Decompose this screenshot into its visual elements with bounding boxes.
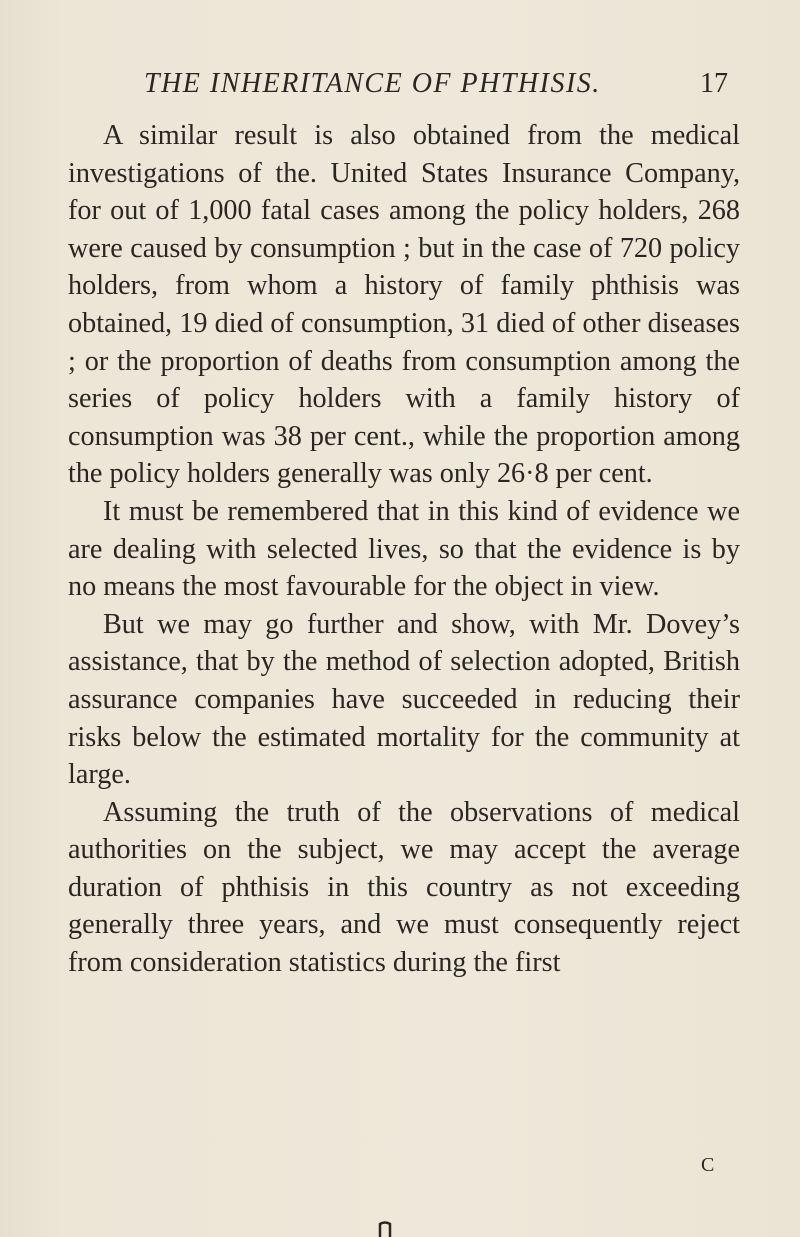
body-text (68, 117, 740, 982)
paragraph: It must be remembered that in this kind of evidence we are dealing with selected lives, so that the evidence is by no means the most favourable for the object in view. (68, 495, 740, 603)
page-number: 17 (700, 68, 728, 99)
paragraph: But we may go further and show, with Mr. Dovey’s assistance, that by the method of selection adopted, British assurance companies have succeeded in reducing their risks below the estimated mortality for the community at large. (68, 608, 740, 791)
cut-off-glyph (378, 1210, 392, 1237)
running-head (0, 64, 800, 104)
running-title: THE INHERITANCE OF PHTHISIS. (144, 68, 601, 99)
signature-mark: C (701, 1154, 715, 1176)
paragraph: A similar result is also obtained from the medical investigations of the. United States Insurance Company, for out of 1,000 fatal cases among the policy holders, 268 were caused by consumption ; but in the case of 720 policy holders, from whom a history of family phthisis was obtained, 19 died of consumption, 31 died of other diseases ; or the proportion of deaths from consumption among the series of policy holders with a family history of consumption was 38 per cent., while the proportion among the policy holders generally was only 26·8 per cent. (68, 120, 740, 490)
paragraph: Assuming the truth of the observations of medical authorities on the subject, we may accept the average duration of phthisis in this country as not exceeding generally three years, and we must consequently reject from consideration statistics during the first (68, 796, 740, 979)
